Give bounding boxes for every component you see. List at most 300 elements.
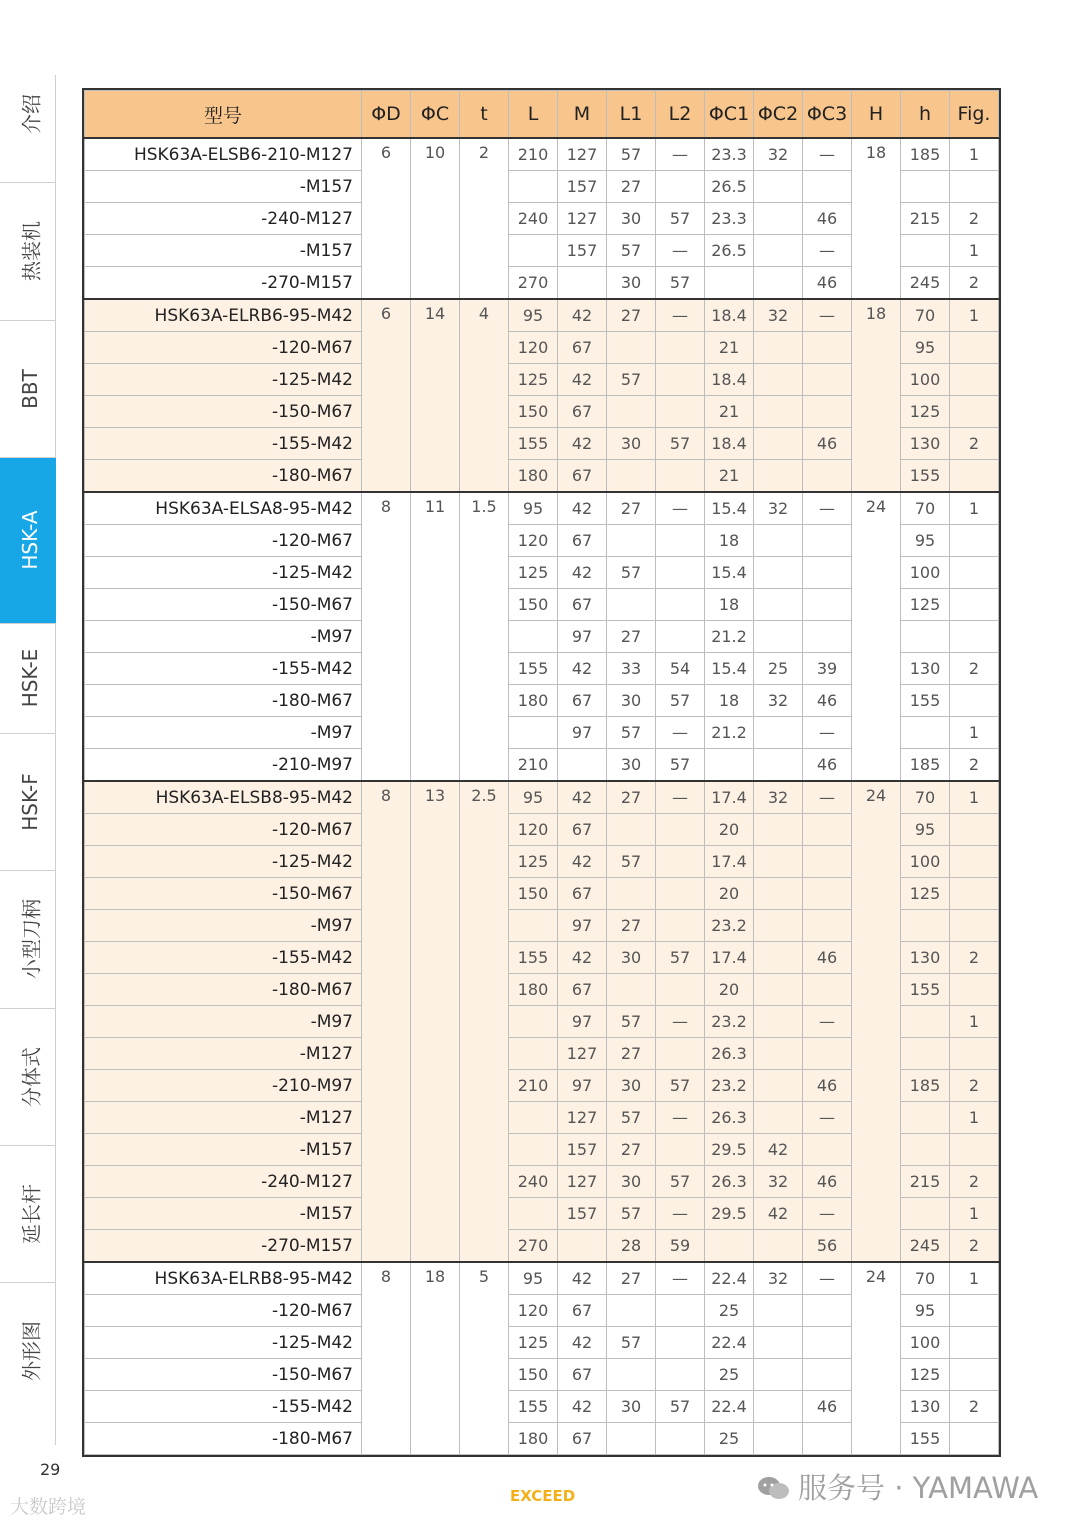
model-cell: -125-M42 (85, 364, 362, 396)
table-cell (509, 171, 558, 203)
table-cell: 32 (754, 492, 803, 525)
table-cell: 15.4 (705, 653, 754, 685)
table-cell: 46 (803, 942, 852, 974)
watermark-left (10, 1492, 86, 1519)
table-cell (754, 428, 803, 460)
table-cell (656, 1423, 705, 1455)
table-cell: 67 (558, 1359, 607, 1391)
table-cell: 70 (901, 299, 950, 332)
sidebar-tab-2[interactable] (0, 320, 56, 457)
table-cell: 24 (852, 781, 901, 1262)
sidebar-tab-4[interactable] (0, 623, 56, 733)
table-cell: 23.2 (705, 910, 754, 942)
table-cell: 127 (558, 1166, 607, 1198)
model-cell: -270-M157 (85, 267, 362, 300)
table-cell (607, 878, 656, 910)
model-cell: -210-M97 (85, 749, 362, 782)
table-cell: 32 (754, 138, 803, 171)
table-cell: 18.4 (705, 299, 754, 332)
table-cell: 150 (509, 589, 558, 621)
table-cell (509, 235, 558, 267)
table-cell (607, 589, 656, 621)
table-cell: 100 (901, 1327, 950, 1359)
model-cell: -270-M157 (85, 1230, 362, 1263)
table-cell: 26.3 (705, 1038, 754, 1070)
table-cell (754, 235, 803, 267)
table-cell (754, 717, 803, 749)
sidebar-divider (0, 1008, 56, 1009)
column-header: ΦC2 (754, 91, 803, 139)
table-cell (950, 396, 999, 428)
table-cell: 20 (705, 974, 754, 1006)
table-cell: 20 (705, 878, 754, 910)
table-cell: 27 (607, 621, 656, 653)
column-header: M (558, 91, 607, 139)
table-cell (901, 1134, 950, 1166)
table-cell: 2 (950, 203, 999, 235)
table-cell: 18.4 (705, 428, 754, 460)
table-cell: 57 (656, 1391, 705, 1423)
table-cell: 30 (607, 749, 656, 782)
table-cell: 25 (705, 1295, 754, 1327)
table-cell: 125 (509, 364, 558, 396)
table-cell: 32 (754, 299, 803, 332)
table-cell: 2 (950, 942, 999, 974)
table-cell: — (656, 1102, 705, 1134)
table-cell: 155 (901, 1423, 950, 1455)
table-cell: 23.2 (705, 1006, 754, 1038)
table-cell: 2 (950, 653, 999, 685)
table-cell: 42 (558, 299, 607, 332)
table-cell (656, 525, 705, 557)
model-cell: -M97 (85, 717, 362, 749)
table-cell: — (656, 492, 705, 525)
table-cell: 57 (607, 364, 656, 396)
table-cell: 42 (558, 428, 607, 460)
table-cell: 240 (509, 203, 558, 235)
table-cell: — (803, 781, 852, 814)
sidebar-tab-label: HSK-A (18, 510, 42, 570)
table-cell (803, 364, 852, 396)
table-cell (656, 557, 705, 589)
table-cell: 2.5 (460, 781, 509, 1262)
table-cell (803, 396, 852, 428)
table-cell: 57 (607, 557, 656, 589)
table-cell (803, 1295, 852, 1327)
table-cell: 46 (803, 267, 852, 300)
table-cell: — (803, 1006, 852, 1038)
table-cell (803, 846, 852, 878)
table-cell (754, 525, 803, 557)
table-cell: 210 (509, 138, 558, 171)
table-cell: 185 (901, 749, 950, 782)
table-cell: 120 (509, 332, 558, 364)
model-cell: HSK63A-ELSB6-210-M127 (85, 138, 362, 171)
model-cell: -120-M67 (85, 814, 362, 846)
table-cell: 155 (901, 974, 950, 1006)
table-cell: — (656, 235, 705, 267)
table-cell: 57 (607, 846, 656, 878)
table-cell: 32 (754, 1262, 803, 1295)
table-cell (901, 235, 950, 267)
table-cell: 70 (901, 1262, 950, 1295)
model-cell: -M97 (85, 621, 362, 653)
table-cell (754, 942, 803, 974)
table-cell: 180 (509, 1423, 558, 1455)
column-header: Fig. (950, 91, 999, 139)
section-sidebar (0, 45, 56, 1445)
table-cell (950, 846, 999, 878)
model-cell: -150-M67 (85, 1359, 362, 1391)
table-cell: 42 (558, 557, 607, 589)
table-cell: 70 (901, 492, 950, 525)
brand-logo-text: EXCEED (510, 1487, 576, 1505)
table-cell (803, 525, 852, 557)
table-cell: 15.4 (705, 557, 754, 589)
sidebar-tab-8[interactable] (0, 1145, 56, 1282)
table-cell: 97 (558, 1006, 607, 1038)
table-cell: 155 (509, 1391, 558, 1423)
table-cell: 1 (950, 492, 999, 525)
table-cell (656, 910, 705, 942)
table-cell: 67 (558, 396, 607, 428)
table-cell: 100 (901, 557, 950, 589)
table-cell (950, 525, 999, 557)
table-cell: 125 (901, 1359, 950, 1391)
table-cell: 1 (950, 299, 999, 332)
table-cell: 157 (558, 235, 607, 267)
table-cell: 24 (852, 1262, 901, 1455)
table-cell (754, 396, 803, 428)
table-cell: 46 (803, 1070, 852, 1102)
table-cell: 57 (656, 685, 705, 717)
table-cell: 1 (950, 1006, 999, 1038)
table-cell: 67 (558, 460, 607, 493)
model-cell: HSK63A-ELRB6-95-M42 (85, 299, 362, 332)
table-cell: 30 (607, 267, 656, 300)
table-cell: 18 (411, 1262, 460, 1455)
table-cell: — (656, 781, 705, 814)
table-cell: 11 (411, 492, 460, 781)
table-cell: 27 (607, 299, 656, 332)
table-cell: 26.3 (705, 1102, 754, 1134)
table-cell (950, 974, 999, 1006)
table-cell (950, 364, 999, 396)
model-cell: -180-M67 (85, 1423, 362, 1455)
column-header: 型号 (85, 91, 362, 139)
table-cell (607, 974, 656, 1006)
table-cell (950, 1359, 999, 1391)
table-cell: 21 (705, 460, 754, 493)
model-cell: -150-M67 (85, 396, 362, 428)
table-cell (656, 878, 705, 910)
table-cell (656, 621, 705, 653)
table-cell (705, 749, 754, 782)
table-cell: 46 (803, 749, 852, 782)
table-cell: 30 (607, 942, 656, 974)
table-cell: 24 (852, 492, 901, 781)
table-cell: 8 (362, 492, 411, 781)
table-cell: 120 (509, 814, 558, 846)
table-cell (950, 878, 999, 910)
table-cell: 20 (705, 814, 754, 846)
table-cell (803, 814, 852, 846)
table-cell: 23.2 (705, 1070, 754, 1102)
sidebar-tab-label: 小型刀柄 (19, 898, 44, 979)
table-cell (754, 460, 803, 493)
table-cell (754, 1102, 803, 1134)
table-cell (803, 1327, 852, 1359)
table-cell (803, 1423, 852, 1455)
model-cell: -120-M67 (85, 525, 362, 557)
table-cell (901, 910, 950, 942)
sidebar-tab-label: 延长杆 (19, 1183, 44, 1244)
table-cell: 95 (901, 814, 950, 846)
sidebar-divider (0, 870, 56, 871)
table-cell: 95 (901, 1295, 950, 1327)
table-cell: 2 (950, 1166, 999, 1198)
table-cell: 18.4 (705, 364, 754, 396)
table-cell: 245 (901, 1230, 950, 1263)
table-cell: 1 (950, 235, 999, 267)
table-cell (558, 749, 607, 782)
table-cell (754, 1359, 803, 1391)
table-cell (950, 1038, 999, 1070)
table-cell: 210 (509, 1070, 558, 1102)
table-cell: 240 (509, 1166, 558, 1198)
model-cell: -240-M127 (85, 1166, 362, 1198)
table-cell: 30 (607, 685, 656, 717)
table-cell (509, 621, 558, 653)
table-cell: 8 (362, 781, 411, 1262)
table-cell: 155 (901, 460, 950, 493)
table-cell: 157 (558, 171, 607, 203)
table-cell (803, 910, 852, 942)
sidebar-tab-label: HSK-E (18, 648, 42, 708)
sidebar-tab-3[interactable] (0, 457, 56, 623)
table-cell: 32 (754, 781, 803, 814)
table-cell: 57 (607, 1198, 656, 1230)
column-header: L2 (656, 91, 705, 139)
table-cell: 155 (509, 653, 558, 685)
table-cell (754, 1070, 803, 1102)
table-cell: 130 (901, 942, 950, 974)
table-cell: 21 (705, 396, 754, 428)
table-cell (950, 460, 999, 493)
table-cell: 21.2 (705, 717, 754, 749)
model-cell: -M97 (85, 910, 362, 942)
table-cell (656, 396, 705, 428)
table-cell: 125 (901, 396, 950, 428)
table-cell: 22.4 (705, 1262, 754, 1295)
table-cell: 2 (950, 1391, 999, 1423)
sidebar-tab-0[interactable] (0, 45, 56, 182)
table-cell (754, 621, 803, 653)
model-cell: -M97 (85, 1006, 362, 1038)
sidebar-tab-label: 热装机 (19, 220, 44, 281)
table-cell: 30 (607, 1391, 656, 1423)
table-cell: 95 (509, 781, 558, 814)
table-cell: 42 (558, 492, 607, 525)
table-cell: 245 (901, 267, 950, 300)
table-cell: 27 (607, 781, 656, 814)
sidebar-tab-5[interactable] (0, 733, 56, 870)
sidebar-tab-7[interactable] (0, 1008, 56, 1145)
table-cell: 26.5 (705, 235, 754, 267)
table-cell: 67 (558, 814, 607, 846)
table-cell: 26.3 (705, 1166, 754, 1198)
table-cell: 150 (509, 1359, 558, 1391)
table-cell (803, 332, 852, 364)
table-cell: 30 (607, 428, 656, 460)
table-cell (558, 1230, 607, 1263)
table-cell: 127 (558, 138, 607, 171)
table-cell: 8 (362, 1262, 411, 1455)
sidebar-tab-6[interactable] (0, 870, 56, 1007)
model-cell: HSK63A-ELRB8-95-M42 (85, 1262, 362, 1295)
model-cell: -120-M67 (85, 1295, 362, 1327)
column-header: ΦC (411, 91, 460, 139)
table-cell (950, 589, 999, 621)
column-header: t (460, 91, 509, 139)
table-row (85, 138, 999, 171)
table-cell: 2 (950, 267, 999, 300)
table-cell: 95 (901, 332, 950, 364)
model-cell: -210-M97 (85, 1070, 362, 1102)
sidebar-tab-9[interactable] (0, 1282, 56, 1419)
table-cell (705, 1230, 754, 1263)
table-cell: 1 (950, 1198, 999, 1230)
model-cell: -155-M42 (85, 942, 362, 974)
table-cell (901, 621, 950, 653)
table-cell: 27 (607, 1038, 656, 1070)
sidebar-divider (0, 457, 56, 458)
table-cell: 42 (558, 942, 607, 974)
table-cell: 130 (901, 653, 950, 685)
table-cell: 185 (901, 138, 950, 171)
table-cell: 46 (803, 1391, 852, 1423)
sidebar-divider (0, 1282, 56, 1283)
table-cell: 100 (901, 846, 950, 878)
table-cell: 185 (901, 1070, 950, 1102)
table-cell (607, 1359, 656, 1391)
table-cell: 57 (656, 267, 705, 300)
table-cell: 95 (509, 492, 558, 525)
table-cell: 157 (558, 1198, 607, 1230)
table-header-row (85, 91, 999, 139)
table-cell (754, 267, 803, 300)
table-cell (901, 1038, 950, 1070)
table-cell: 2 (950, 749, 999, 782)
table-cell (656, 589, 705, 621)
table-cell (705, 267, 754, 300)
table-cell: 27 (607, 910, 656, 942)
table-cell: 1 (950, 781, 999, 814)
table-cell (656, 332, 705, 364)
table-cell (950, 1134, 999, 1166)
table-cell: 57 (656, 942, 705, 974)
table-cell: 21 (705, 332, 754, 364)
table-cell: 32 (754, 685, 803, 717)
table-cell: 57 (607, 235, 656, 267)
model-cell: -240-M127 (85, 203, 362, 235)
table-cell (803, 974, 852, 1006)
table-cell: 215 (901, 203, 950, 235)
table-cell: 157 (558, 1134, 607, 1166)
table-cell (803, 1038, 852, 1070)
table-row (85, 1262, 999, 1295)
table-cell (656, 814, 705, 846)
table-cell (656, 171, 705, 203)
table-cell: 180 (509, 685, 558, 717)
table-cell (607, 1295, 656, 1327)
table-cell (558, 267, 607, 300)
sidebar-tab-1[interactable] (0, 182, 56, 319)
table-cell (901, 1198, 950, 1230)
model-cell: -M157 (85, 171, 362, 203)
table-cell (901, 171, 950, 203)
table-row (85, 781, 999, 814)
spec-table (84, 90, 999, 1455)
table-cell: 57 (656, 749, 705, 782)
column-header: L (509, 91, 558, 139)
table-cell: 14 (411, 299, 460, 492)
table-cell (509, 910, 558, 942)
table-cell (803, 1359, 852, 1391)
table-cell: — (656, 138, 705, 171)
model-cell: -150-M67 (85, 878, 362, 910)
table-cell: 22.4 (705, 1391, 754, 1423)
table-cell: 215 (901, 1166, 950, 1198)
table-cell: 180 (509, 460, 558, 493)
table-cell: 10 (411, 138, 460, 299)
model-cell: -155-M42 (85, 1391, 362, 1423)
table-cell: 95 (509, 299, 558, 332)
table-cell: 29.5 (705, 1198, 754, 1230)
table-cell: 30 (607, 1166, 656, 1198)
table-cell: 150 (509, 396, 558, 428)
model-cell: -155-M42 (85, 653, 362, 685)
table-cell: — (803, 1198, 852, 1230)
table-cell: 23.3 (705, 138, 754, 171)
table-cell: 57 (656, 1070, 705, 1102)
model-cell: -M127 (85, 1038, 362, 1070)
table-cell (607, 396, 656, 428)
table-cell: 1 (950, 1102, 999, 1134)
table-cell: 42 (754, 1134, 803, 1166)
table-cell: 57 (607, 1006, 656, 1038)
table-cell: 180 (509, 974, 558, 1006)
table-cell: 27 (607, 492, 656, 525)
table-cell: 46 (803, 203, 852, 235)
table-cell: 42 (558, 781, 607, 814)
table-cell: 130 (901, 1391, 950, 1423)
table-cell (803, 171, 852, 203)
model-cell: -125-M42 (85, 557, 362, 589)
table-cell (950, 685, 999, 717)
table-cell (607, 332, 656, 364)
table-cell (509, 1198, 558, 1230)
table-cell (950, 557, 999, 589)
table-cell: 270 (509, 267, 558, 300)
table-cell (607, 525, 656, 557)
table-cell: 17.4 (705, 781, 754, 814)
table-cell (656, 364, 705, 396)
model-cell: -M157 (85, 235, 362, 267)
table-cell: 97 (558, 1070, 607, 1102)
table-cell: 28 (607, 1230, 656, 1263)
brand-logo (510, 1487, 575, 1505)
